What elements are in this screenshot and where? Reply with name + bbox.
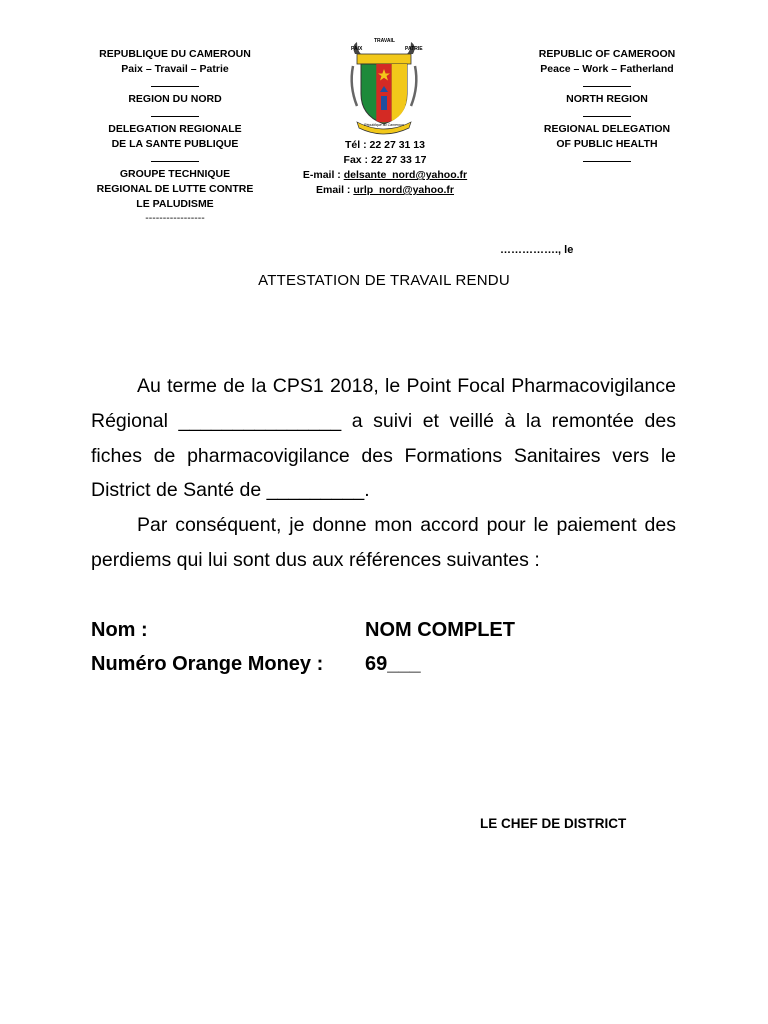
date-line: ……………., le <box>500 244 574 256</box>
email-1-label: E-mail : <box>302 169 344 181</box>
contact-block <box>290 138 480 198</box>
delegation-en-line1: REGIONAL DELEGATION <box>543 123 671 135</box>
fax-number: Fax : 22 27 33 17 <box>343 154 427 166</box>
delegation-fr-line1: DELEGATION REGIONALE <box>108 123 242 135</box>
name-value: NOM COMPLET <box>365 619 515 641</box>
group-line3: LE PALUDISME <box>136 198 214 210</box>
country-fr: REPUBLIQUE DU CAMEROUN <box>99 48 251 60</box>
phone-row <box>91 647 515 681</box>
group-line2: REGIONAL DE LUTTE CONTRE <box>96 183 254 195</box>
dash-line: ----------------- <box>145 212 205 224</box>
name-row <box>91 613 515 647</box>
email-line-1 <box>290 168 480 183</box>
motto-en: Peace – Work – Fatherland <box>540 63 674 75</box>
phone-value: 69___ <box>365 653 421 675</box>
document-body <box>91 369 676 578</box>
email-line-2 <box>290 183 480 198</box>
signature-title: LE CHEF DE DISTRICT <box>480 816 627 831</box>
body-paragraph-1: Au terme de la CPS1 2018, le Point Focal Pharmacovigilance Régional _______________ a suivi et veillé à la remontée des fiches de pharmacovigilance des Formations Sanitaires vers le District de Santé de _________. <box>91 375 676 502</box>
email-1-link[interactable]: delsante_nord@yahoo.fr <box>343 169 468 181</box>
region-en: NORTH REGION <box>566 93 648 105</box>
delegation-fr-line2: DE LA SANTE PUBLIQUE <box>111 138 239 150</box>
separator <box>583 77 631 92</box>
coat-top-label: TRAVAIL <box>374 38 395 44</box>
separator <box>151 152 199 167</box>
coat-ribbon-label: République du Cameroun <box>364 123 404 127</box>
phone-label: Numéro Orange Money : <box>91 653 324 675</box>
delegation-en-line2: OF PUBLIC HEALTH <box>556 138 658 150</box>
email-2-label: Email : <box>315 184 354 196</box>
header-right <box>512 47 702 167</box>
separator <box>583 107 631 122</box>
references-block <box>91 613 515 681</box>
separator <box>151 77 199 92</box>
region-fr: REGION DU NORD <box>128 93 222 105</box>
motto-fr: Paix – Travail – Patrie <box>121 63 229 75</box>
separator <box>583 152 631 167</box>
phone-number: Tél : 22 27 31 13 <box>345 139 425 151</box>
header-left <box>80 47 270 224</box>
separator <box>151 107 199 122</box>
country-en: REPUBLIC OF CAMEROON <box>538 48 676 60</box>
group-line1: GROUPE TECHNIQUE <box>119 168 231 180</box>
name-label: Nom : <box>91 619 148 641</box>
coat-left-label: PAIX <box>351 46 363 52</box>
email-2-link[interactable]: urlp_nord@yahoo.fr <box>353 184 455 196</box>
body-paragraph-2: Par conséquent, je donne mon accord pour le paiement des perdiems qui lui sont dus aux références suivantes : <box>91 514 676 571</box>
document-title: ATTESTATION DE TRAVAIL RENDU <box>258 272 510 289</box>
coat-right-label: PATRIE <box>405 46 423 52</box>
